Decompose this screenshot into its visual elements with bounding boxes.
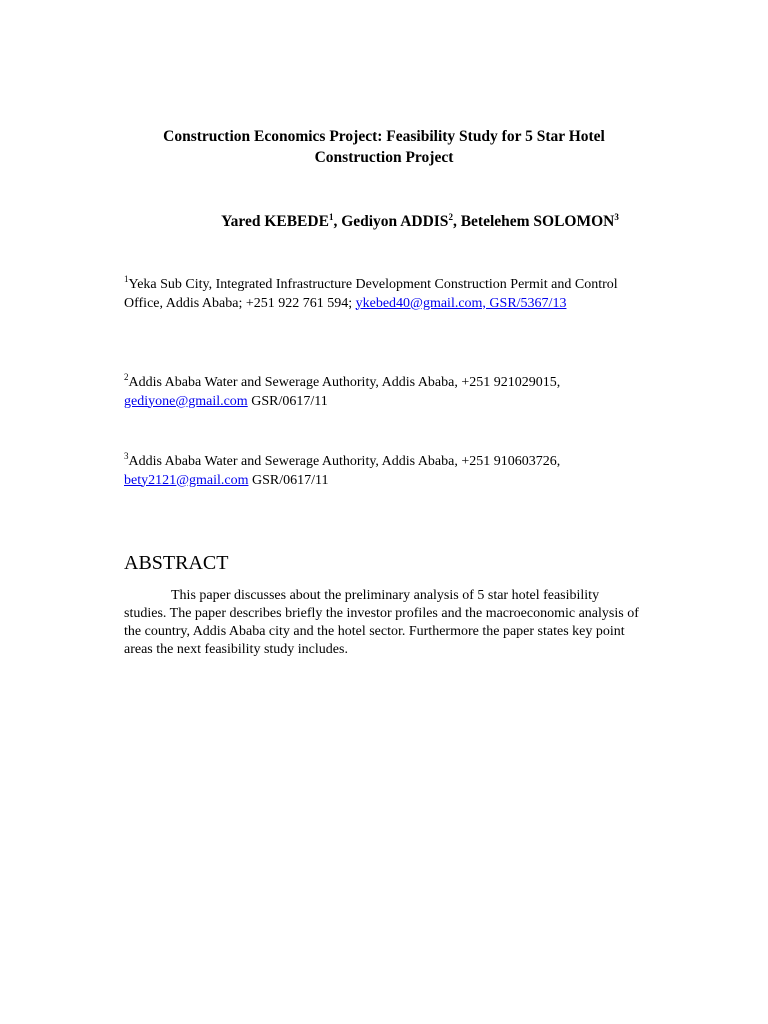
affiliation-mark: 2 bbox=[124, 372, 129, 382]
affiliation-text: Addis Ababa Water and Sewerage Authority, Addis Ababa, +251 921029015, bbox=[128, 375, 561, 390]
abstract-body bbox=[124, 587, 644, 659]
email-link[interactable]: gediyone@gmail.com bbox=[124, 393, 248, 409]
affiliation-text: Addis Ababa Water and Sewerage Authority, Addis Ababa, +251 910603726, bbox=[128, 454, 561, 469]
paper-title bbox=[100, 126, 668, 168]
title-line-1: Construction Economics Project: Feasibility Study for 5 Star Hotel bbox=[163, 128, 605, 145]
author-affiliation-mark: 3 bbox=[614, 212, 619, 222]
abstract-text: This paper discusses about the preliminary analysis of 5 star hotel feasibility studies. The paper describes briefly the investor profiles and the macroeconomic analysis of the country, Addis Ababa city and the hotel sector. Furthermore the paper states key point areas the next feasibility study includes. bbox=[124, 588, 639, 657]
email-link[interactable]: bety2121@gmail.com bbox=[124, 472, 249, 488]
affiliation-3 bbox=[124, 453, 644, 490]
author-separator: , bbox=[333, 213, 342, 230]
affiliation-suffix: GSR/0617/11 bbox=[248, 472, 329, 488]
title-line-2: Construction Project bbox=[314, 149, 454, 166]
author-affiliation-mark: 2 bbox=[448, 212, 453, 222]
author-name: Gediyon ADDIS bbox=[341, 213, 449, 230]
author-affiliation-mark: 1 bbox=[328, 212, 334, 222]
abstract-heading: ABSTRACT bbox=[124, 552, 229, 574]
author-separator: , bbox=[452, 213, 461, 230]
affiliation-mark: 1 bbox=[124, 274, 129, 284]
affiliation-1 bbox=[124, 276, 644, 313]
author-name: Yared KEBEDE bbox=[221, 213, 329, 230]
affiliation-mark: 3 bbox=[124, 451, 129, 461]
affiliation-text: Yeka Sub City, Integrated Infrastructure Development Construction Permit and Control Office, Addis Ababa; +251 922 761 594; bbox=[124, 277, 618, 311]
affiliation-2 bbox=[124, 374, 644, 411]
affiliation-suffix: GSR/0617/11 bbox=[247, 393, 328, 409]
author-list bbox=[100, 212, 740, 232]
email-link[interactable]: ykebed40@gmail.com, GSR/5367/13 bbox=[355, 295, 567, 311]
author-name: Betelehem SOLOMON bbox=[460, 213, 615, 230]
